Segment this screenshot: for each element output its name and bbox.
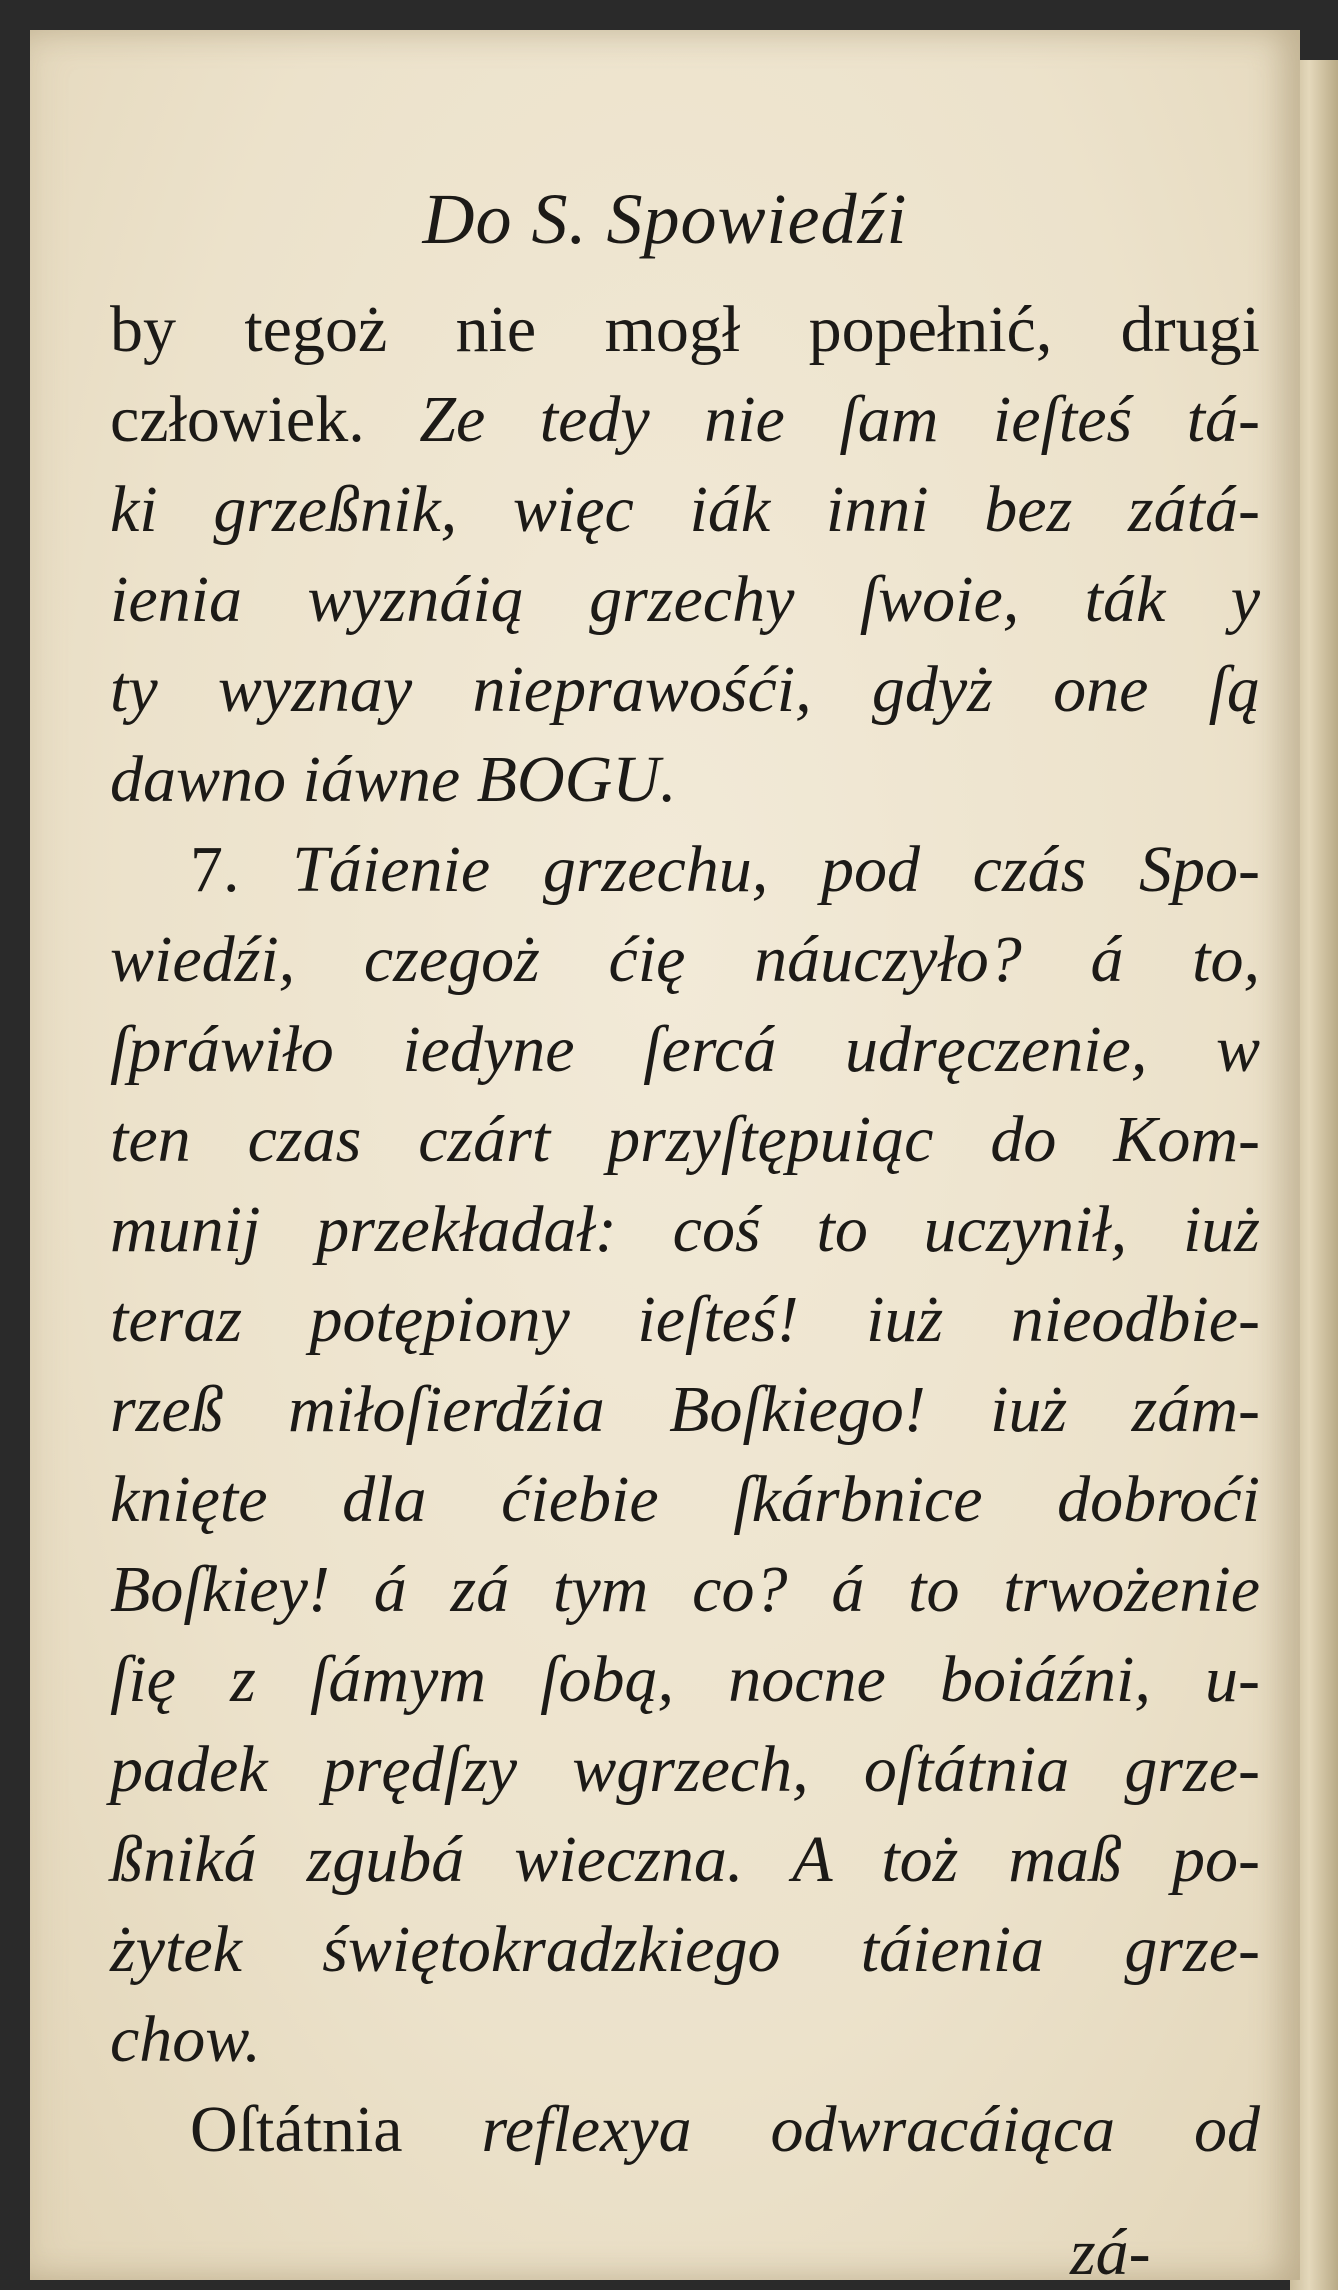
- text-line: [110, 1905, 1260, 1995]
- running-head: Do S. Spowiedźi: [422, 179, 908, 259]
- text-line: [110, 1095, 1260, 1185]
- italic-text: Boſkiey! á zá tym co? á to trwożenie: [110, 1553, 1260, 1626]
- text-line: [110, 1185, 1260, 1275]
- text-line: [110, 825, 1260, 915]
- italic-text: Ze tedy nie ſam ieſteś tá-: [419, 383, 1261, 456]
- italic-text: ſpráwiło iedyne ſercá udręczenie, w: [110, 1013, 1260, 1086]
- text-line: [110, 645, 1260, 735]
- italic-text: padek prędſzy wgrzech, oſtátnia grze-: [110, 1733, 1260, 1806]
- text-line: [110, 1365, 1260, 1455]
- text-line: [110, 1995, 1260, 2085]
- italic-text: ſię z ſámym ſobą, nocne boiáźni, u-: [110, 1643, 1260, 1716]
- roman-text: 7.: [190, 833, 293, 906]
- text-line: [110, 555, 1260, 645]
- text-line: [110, 1455, 1260, 1545]
- italic-text: ten czas czárt przyſtępuiąc do Kom-: [110, 1103, 1260, 1176]
- italic-text: ki grzeßnik, więc iák inni bez zátá-: [110, 473, 1260, 546]
- italic-text: knięte dla ćiebie ſkárbnice dobroći: [110, 1463, 1260, 1536]
- italic-text: ßniká zgubá wieczna. A toż maß po-: [110, 1823, 1260, 1896]
- italic-text: ienia wyznáią grzechy ſwoie, ták y: [110, 563, 1260, 636]
- body-text: [110, 285, 1260, 2175]
- text-line: [110, 285, 1260, 375]
- italic-text: chow.: [110, 2003, 261, 2076]
- italic-text: ty wyznay nieprawośći, gdyż one ſą: [110, 653, 1260, 726]
- text-line: [110, 465, 1260, 555]
- text-line: [110, 1725, 1260, 1815]
- italic-text: żytek świętokradzkiego táienia grze-: [110, 1913, 1260, 1986]
- text-line: [110, 1635, 1260, 1725]
- roman-text: człowiek.: [110, 383, 420, 456]
- text-line: [110, 735, 1260, 825]
- text-line: [110, 2085, 1260, 2175]
- book-page: [30, 30, 1300, 2289]
- italic-text: reflexya odwracáiąca od: [481, 2093, 1260, 2166]
- italic-text: wiedźi, czegoż ćię náuczyło? á to,: [110, 923, 1260, 996]
- text-line: [110, 1815, 1260, 1905]
- italic-text: teraz potępiony ieſteś! iuż nieodbie-: [110, 1283, 1260, 1356]
- italic-text: dawno iáwne BOGU.: [110, 743, 677, 816]
- italic-text: Táienie grzechu, pod czás Spo-: [292, 833, 1260, 906]
- text-line: [110, 1275, 1260, 1365]
- italic-text: rzeß miłoſierdźia Boſkiego! iuż zám-: [110, 1373, 1260, 1446]
- text-line: [110, 1545, 1260, 1635]
- roman-text: by tegoż nie mogł popełnić, drugi: [110, 293, 1260, 366]
- text-line: [110, 1005, 1260, 1095]
- italic-text: munij przekładał: coś to uczynił, iuż: [110, 1193, 1260, 1266]
- catchword: zá-: [1070, 2216, 1151, 2289]
- roman-text: Oſtátnia: [190, 2093, 482, 2166]
- text-line: [110, 375, 1260, 465]
- text-line: [110, 915, 1260, 1005]
